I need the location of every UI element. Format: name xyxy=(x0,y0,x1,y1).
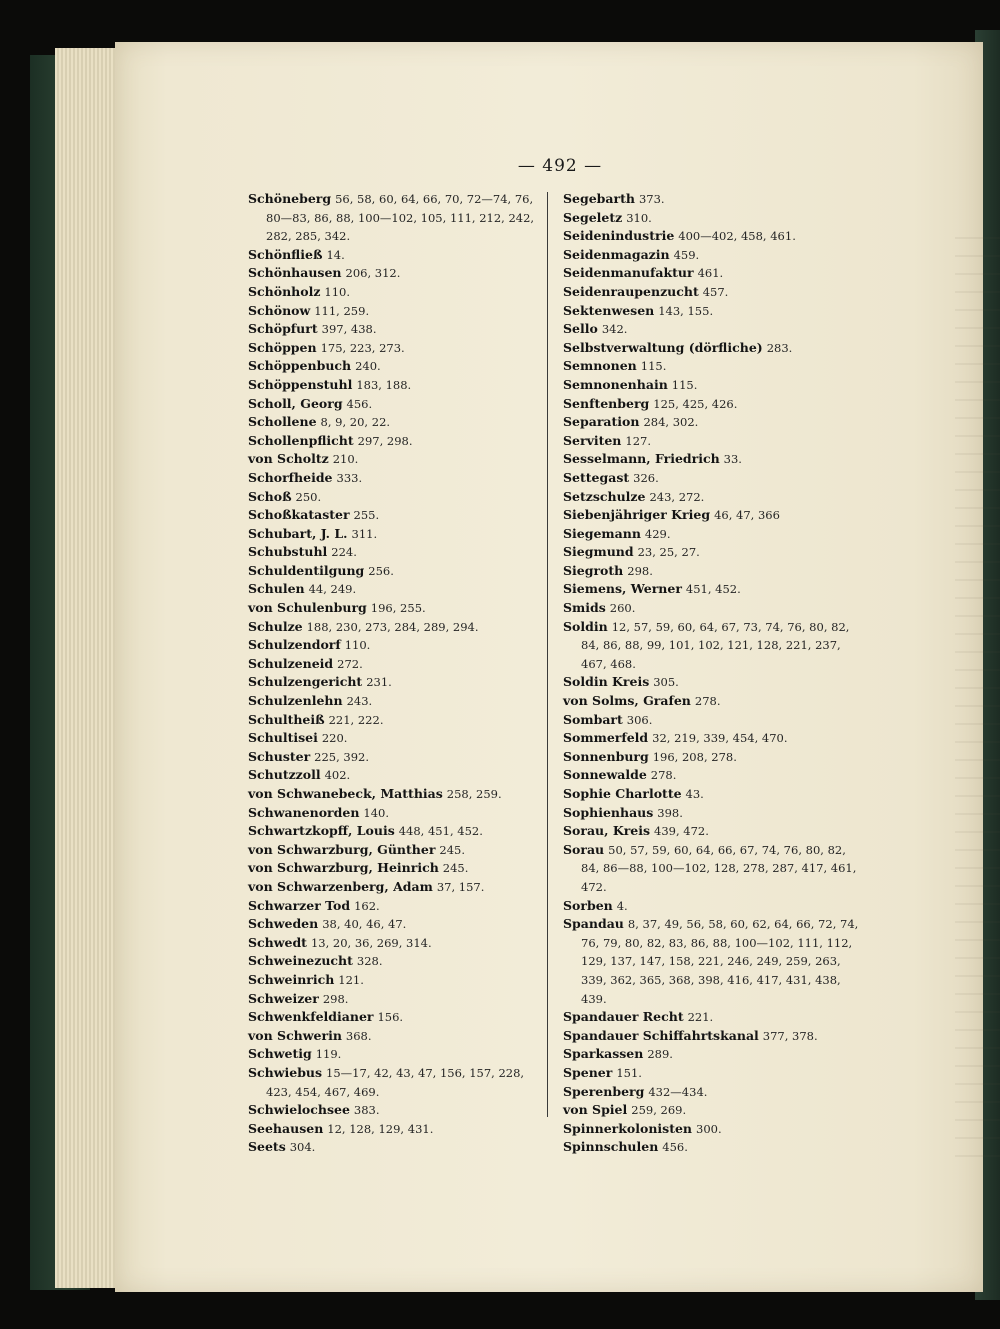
index-pages: 220. xyxy=(321,731,348,746)
index-term: Sommerfeld xyxy=(563,730,649,746)
index-term: Schoßkataster xyxy=(248,507,350,523)
index-pages: 23, 25, 27. xyxy=(637,545,700,560)
index-term: Schöppen xyxy=(248,339,317,355)
index-entry xyxy=(563,339,863,358)
index-pages: 32, 219, 339, 454, 470. xyxy=(652,731,788,746)
index-term: Sonnewalde xyxy=(563,767,647,783)
index-entry xyxy=(563,413,863,432)
index-entry xyxy=(248,748,543,767)
index-term: von Schwerin xyxy=(248,1027,342,1043)
index-pages: 56, 58, 60, 64, 66, 70, 72—74, 76, 80—83, 86, 88, 100—102, 105, 111, 212, 242, 282, 285, 342. xyxy=(266,192,535,244)
index-entry xyxy=(248,971,543,990)
index-entry xyxy=(563,209,863,228)
index-pages: 258, 259. xyxy=(446,787,502,801)
index-term: Siegmund xyxy=(563,544,634,560)
index-term: Schulze xyxy=(248,618,303,634)
index-entry xyxy=(563,562,863,581)
index-pages: 243, 272. xyxy=(649,489,705,504)
index-entry xyxy=(563,264,863,283)
index-term: Sesselmann, Friedrich xyxy=(563,451,720,467)
index-pages: 398. xyxy=(657,805,683,820)
index-entry xyxy=(563,692,863,711)
index-pages: 456. xyxy=(346,396,373,411)
index-term: Schubart, J. L. xyxy=(248,525,348,541)
index-pages: 457. xyxy=(702,284,729,299)
index-entry xyxy=(248,190,543,246)
index-pages: 46, 47, 366 xyxy=(714,508,780,523)
index-entry xyxy=(563,302,863,321)
index-pages: 298. xyxy=(322,991,349,1006)
index-pages: 151. xyxy=(616,1065,642,1080)
index-term: Scholl, Georg xyxy=(248,395,343,411)
index-entry xyxy=(248,562,543,581)
index-term: Schutzzoll xyxy=(248,767,321,783)
index-entry xyxy=(248,432,543,451)
index-entry xyxy=(563,450,863,469)
index-pages: 402. xyxy=(324,768,351,783)
index-entry xyxy=(248,711,543,730)
index-term: Schulzengericht xyxy=(248,674,363,690)
index-entry xyxy=(248,488,543,507)
index-pages: 432—434. xyxy=(648,1084,708,1099)
index-entry xyxy=(248,525,543,544)
index-pages: 306. xyxy=(626,712,653,727)
index-entry xyxy=(563,395,863,414)
index-term: von Schwanebeck, Matthias xyxy=(248,786,443,801)
index-term: Sorau xyxy=(563,841,605,857)
index-entry xyxy=(563,711,863,730)
index-entry xyxy=(563,618,863,674)
index-entry xyxy=(248,1138,543,1157)
index-entry xyxy=(248,580,543,599)
index-pages: 300. xyxy=(696,1121,722,1136)
index-entry xyxy=(248,952,543,971)
index-pages: 119. xyxy=(315,1047,342,1062)
index-pages: 206, 312. xyxy=(345,266,401,281)
index-term: Schweden xyxy=(248,916,319,932)
index-entry xyxy=(248,1045,543,1064)
index-pages: 429. xyxy=(644,526,671,541)
index-entry xyxy=(248,376,543,395)
index-term: Schöpfurt xyxy=(248,321,318,337)
index-pages: 8, 9, 20, 22. xyxy=(320,415,391,430)
index-entry xyxy=(563,246,863,265)
index-term: Seidenindustrie xyxy=(563,228,675,244)
index-pages: 14. xyxy=(326,247,345,262)
index-pages: 461. xyxy=(697,266,724,281)
index-term: Seets xyxy=(248,1139,286,1155)
index-entry xyxy=(563,283,863,302)
index-term: Schwarzer Tod xyxy=(248,897,351,913)
index-entry xyxy=(563,506,863,525)
index-pages: 188, 230, 273, 284, 289, 294. xyxy=(306,619,479,634)
index-entry xyxy=(248,413,543,432)
index-term: Schöppenstuhl xyxy=(248,376,353,392)
index-term: Sophienhaus xyxy=(563,804,654,820)
index-entry xyxy=(563,320,863,339)
index-term: Schulzenlehn xyxy=(248,693,343,709)
index-term: Schönfließ xyxy=(248,246,323,262)
index-entry xyxy=(248,1120,543,1139)
index-pages: 459. xyxy=(673,247,700,262)
index-entry xyxy=(248,673,543,692)
index-term: Schönow xyxy=(248,302,311,318)
index-entry xyxy=(248,729,543,748)
index-pages: 221, 222. xyxy=(328,712,384,727)
index-pages: 110. xyxy=(344,638,371,653)
index-term: Schwenkfeldianer xyxy=(248,1009,374,1025)
index-entry xyxy=(248,302,543,321)
index-entry xyxy=(248,599,543,618)
index-pages: 373. xyxy=(638,192,665,206)
index-term: Soldin Kreis xyxy=(563,674,650,690)
index-pages: 225, 392. xyxy=(314,749,370,764)
index-term: von Schwarzburg, Heinrich xyxy=(248,860,439,876)
index-term: Schwartzkopff, Louis xyxy=(248,823,395,839)
column-divider xyxy=(547,192,548,1117)
index-entry xyxy=(563,841,863,897)
page-number: — 492 — xyxy=(517,156,603,176)
index-term: Sperenberg xyxy=(563,1083,645,1099)
index-term: Schönhausen xyxy=(248,265,342,281)
index-term: von Schwarzenberg, Adam xyxy=(248,878,433,894)
index-pages: 311. xyxy=(351,526,378,541)
index-term: Schweinezucht xyxy=(248,953,353,969)
index-term: Siemens, Werner xyxy=(563,581,682,597)
index-entry xyxy=(563,1008,863,1027)
index-pages: 255. xyxy=(353,508,380,523)
index-pages: 221. xyxy=(687,1010,714,1025)
index-entry xyxy=(563,488,863,507)
index-term: Schweinrich xyxy=(248,971,335,987)
index-term: Schwielochsee xyxy=(248,1102,350,1118)
index-pages: 326. xyxy=(633,470,659,485)
index-term: Spinnschulen xyxy=(563,1139,659,1155)
index-pages: 259, 269. xyxy=(631,1103,687,1118)
index-pages: 140. xyxy=(363,805,390,820)
index-entry xyxy=(248,395,543,414)
index-term: Senftenberg xyxy=(563,395,650,411)
index-entry xyxy=(563,1045,863,1064)
index-term: von Scholtz xyxy=(248,451,329,467)
index-pages: 175, 223, 273. xyxy=(320,340,405,355)
index-pages: 44, 249. xyxy=(308,582,357,597)
index-pages: 278. xyxy=(650,768,677,783)
index-pages: 328. xyxy=(356,954,383,969)
index-pages: 298. xyxy=(627,563,653,578)
index-term: Setzschulze xyxy=(563,488,646,504)
index-pages: 183, 188. xyxy=(356,377,412,392)
index-entry xyxy=(248,264,543,283)
index-entry xyxy=(563,804,863,823)
index-entry xyxy=(248,878,543,897)
index-pages: 43. xyxy=(685,787,704,801)
index-pages: 38, 40, 46, 47. xyxy=(322,917,407,932)
index-entry xyxy=(248,766,543,785)
index-pages: 210. xyxy=(332,452,359,467)
index-entry xyxy=(563,1064,863,1083)
index-term: Settegast xyxy=(563,469,630,485)
index-entry xyxy=(563,897,863,916)
index-pages: 377, 378. xyxy=(762,1028,818,1043)
index-pages: 333. xyxy=(336,470,363,485)
index-term: Semnonen xyxy=(563,358,637,374)
index-term: Spener xyxy=(563,1064,613,1080)
index-entry xyxy=(248,692,543,711)
index-term: Schöneberg xyxy=(248,191,332,206)
index-pages: 127. xyxy=(625,433,651,448)
index-entry xyxy=(248,618,543,637)
index-pages: 245. xyxy=(439,842,466,857)
index-entry xyxy=(248,543,543,562)
index-entry xyxy=(563,580,863,599)
index-entry xyxy=(563,673,863,692)
index-term: Siebenjähriger Krieg xyxy=(563,507,711,523)
index-pages: 272. xyxy=(337,656,363,671)
index-term: Sombart xyxy=(563,711,623,727)
index-column-left xyxy=(248,190,543,1157)
index-pages: 8, 37, 49, 56, 58, 60, 62, 64, 66, 72, 74, 76, 79, 80, 82, 83, 86, 88, 100—102, 111, 112, 129, 137, 147, 158, 221, 246, 249, 259, 263, 339, 362, 365, 368, 398, 416, 417, 431, 438, 439. xyxy=(581,917,859,1006)
index-entry xyxy=(563,432,863,451)
index-term: Smids xyxy=(563,600,606,616)
index-pages: 33. xyxy=(723,452,742,467)
index-entry xyxy=(248,934,543,953)
index-entry xyxy=(563,748,863,767)
index-pages: 50, 57, 59, 60, 64, 66, 67, 74, 76, 80, 82, 84, 86—88, 100—102, 128, 278, 287, 417, 461, 472. xyxy=(581,842,857,894)
index-pages: 310. xyxy=(626,210,652,225)
index-entry xyxy=(248,915,543,934)
index-entry xyxy=(563,190,863,209)
index-term: Schulzendorf xyxy=(248,637,341,653)
index-pages: 297, 298. xyxy=(357,433,413,448)
index-pages: 110. xyxy=(324,284,351,299)
index-pages: 12, 57, 59, 60, 64, 67, 73, 74, 76, 80, 82, 84, 86, 88, 99, 101, 102, 121, 128, 221, 237, 467, 468. xyxy=(581,619,850,671)
show-through-text xyxy=(955,237,1000,1167)
index-pages: 196, 208, 278. xyxy=(652,749,737,764)
index-entry xyxy=(248,357,543,376)
index-term: Schoß xyxy=(248,488,292,504)
index-entry xyxy=(248,804,543,823)
index-entry xyxy=(563,469,863,488)
index-entry xyxy=(248,1101,543,1120)
index-term: Segebarth xyxy=(563,191,635,206)
index-pages: 397, 438. xyxy=(321,322,377,337)
index-entry xyxy=(563,227,863,246)
index-pages: 13, 20, 36, 269, 314. xyxy=(310,935,432,950)
index-entry xyxy=(248,450,543,469)
index-term: Seidenraupenzucht xyxy=(563,283,699,299)
index-entry xyxy=(563,525,863,544)
index-entry xyxy=(563,766,863,785)
index-pages: 231. xyxy=(366,675,392,690)
index-term: Sparkassen xyxy=(563,1046,644,1062)
index-pages: 143, 155. xyxy=(658,303,714,318)
index-term: Schweizer xyxy=(248,990,319,1006)
index-entry xyxy=(563,1083,863,1102)
index-entry xyxy=(563,599,863,618)
index-term: Schwanenorden xyxy=(248,804,360,820)
index-term: Seidenmanufaktur xyxy=(563,265,694,281)
index-term: Serviten xyxy=(563,432,622,448)
index-entry xyxy=(248,1008,543,1027)
index-entry xyxy=(248,655,543,674)
index-pages: 125, 425, 426. xyxy=(653,396,738,411)
index-pages: 448, 451, 452. xyxy=(398,824,483,839)
index-entry xyxy=(248,897,543,916)
index-pages: 451, 452. xyxy=(685,582,741,597)
index-term: Schultheiß xyxy=(248,711,325,727)
index-entry xyxy=(248,785,543,804)
index-pages: 162. xyxy=(354,898,380,913)
index-pages: 243. xyxy=(346,694,373,709)
index-term: Schollene xyxy=(248,414,317,430)
index-pages: 115. xyxy=(640,359,667,374)
index-term: von Spiel xyxy=(563,1102,628,1118)
index-term: Spandau xyxy=(563,916,624,932)
index-pages: 305. xyxy=(653,675,679,690)
index-pages: 240. xyxy=(355,359,381,374)
index-term: Selbstverwaltung (dörfliche) xyxy=(563,339,763,355)
index-column-right xyxy=(563,190,863,1157)
index-entry xyxy=(248,469,543,488)
index-pages: 368. xyxy=(345,1028,372,1043)
index-entry xyxy=(563,1101,863,1120)
index-term: Segeletz xyxy=(563,209,623,225)
index-pages: 456. xyxy=(662,1140,688,1155)
index-term: Sorau, Kreis xyxy=(563,823,651,839)
index-term: Schollenpflicht xyxy=(248,432,354,448)
index-term: von Schwarzburg, Günther xyxy=(248,841,436,857)
index-pages: 283. xyxy=(766,340,793,355)
index-term: Sorben xyxy=(563,897,613,913)
index-pages: 121. xyxy=(338,972,364,987)
index-term: Soldin xyxy=(563,618,608,634)
index-entry xyxy=(563,915,863,1008)
index-pages: 4. xyxy=(616,898,628,913)
index-term: Schuster xyxy=(248,748,311,764)
index-term: Siegroth xyxy=(563,562,624,578)
index-entry xyxy=(563,1027,863,1046)
index-pages: 15—17, 42, 43, 47, 156, 157, 228, 423, 454, 467, 469. xyxy=(266,1065,525,1099)
index-entry xyxy=(248,636,543,655)
index-term: Spinnerkolonisten xyxy=(563,1120,693,1136)
index-pages: 400—402, 458, 461. xyxy=(678,229,796,244)
index-term: Schulen xyxy=(248,581,305,597)
index-term: Schwiebus xyxy=(248,1064,323,1080)
index-term: Schubstuhl xyxy=(248,544,328,560)
index-term: von Schulenburg xyxy=(248,600,367,616)
index-entry xyxy=(563,785,863,804)
index-term: Siegemann xyxy=(563,525,641,541)
index-pages: 196, 255. xyxy=(370,601,426,616)
index-pages: 304. xyxy=(289,1140,316,1155)
index-term: von Solms, Grafen xyxy=(563,693,691,709)
index-term: Sophie Charlotte xyxy=(563,786,682,801)
index-pages: 260. xyxy=(609,601,636,616)
index-entry xyxy=(563,357,863,376)
index-pages: 256. xyxy=(368,563,394,578)
index-pages: 342. xyxy=(601,322,628,337)
index-entry xyxy=(563,543,863,562)
index-entry xyxy=(248,859,543,878)
index-entry xyxy=(563,822,863,841)
index-entry xyxy=(248,283,543,302)
index-term: Spandauer Schiffahrtskanal xyxy=(563,1027,759,1043)
index-term: Schulzeneid xyxy=(248,655,334,671)
index-term: Semnonenhain xyxy=(563,376,668,392)
index-pages: 224. xyxy=(331,545,357,560)
index-pages: 439, 472. xyxy=(654,824,709,839)
index-term: Schorfheide xyxy=(248,469,333,485)
index-term: Sello xyxy=(563,321,598,337)
index-term: Schönholz xyxy=(248,283,321,299)
index-term: Seehausen xyxy=(248,1120,324,1136)
index-term: Schöppenbuch xyxy=(248,358,352,374)
index-term: Schwedt xyxy=(248,934,307,950)
index-pages: 115. xyxy=(671,377,698,392)
index-entry xyxy=(248,506,543,525)
index-entry xyxy=(563,1138,863,1157)
index-entry xyxy=(248,1064,543,1101)
index-pages: 284, 302. xyxy=(643,415,699,430)
index-term: Schuldentilgung xyxy=(248,562,365,578)
index-term: Spandauer Recht xyxy=(563,1009,684,1025)
index-term: Sektenwesen xyxy=(563,302,655,318)
index-entry xyxy=(248,246,543,265)
index-pages: 278. xyxy=(694,694,721,709)
index-entry xyxy=(563,376,863,395)
index-pages: 245. xyxy=(442,861,469,876)
index-pages: 37, 157. xyxy=(436,879,485,894)
index-pages: 250. xyxy=(295,489,322,504)
index-pages: 12, 128, 129, 431. xyxy=(327,1121,434,1136)
index-entry xyxy=(248,990,543,1009)
index-pages: 383. xyxy=(353,1103,380,1118)
index-term: Schwetig xyxy=(248,1046,312,1062)
index-term: Schultisei xyxy=(248,730,318,746)
index-term: Sonnenburg xyxy=(563,748,649,764)
index-term: Separation xyxy=(563,414,640,430)
index-pages: 289. xyxy=(647,1047,673,1062)
index-entry xyxy=(248,822,543,841)
index-entry xyxy=(248,320,543,339)
index-pages: 156. xyxy=(377,1010,404,1025)
index-entry xyxy=(248,841,543,860)
index-entry xyxy=(563,1120,863,1139)
index-pages: 111, 259. xyxy=(314,303,370,318)
index-entry xyxy=(248,339,543,358)
index-entry xyxy=(248,1027,543,1046)
index-term: Seidenmagazin xyxy=(563,246,670,262)
index-entry xyxy=(563,729,863,748)
